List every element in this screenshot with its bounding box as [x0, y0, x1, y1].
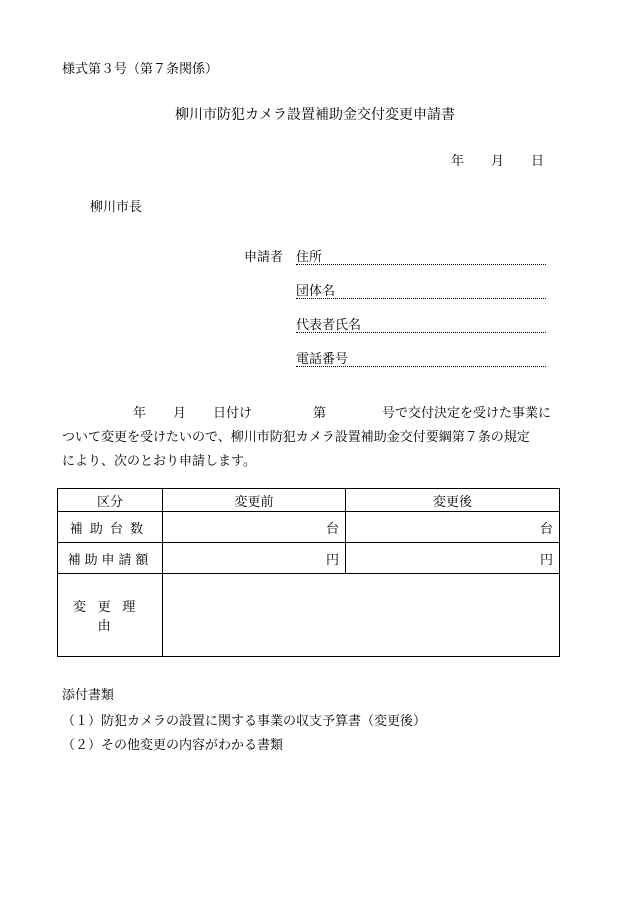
document-title: 柳川市防犯カメラ設置補助金交付変更申請書	[175, 107, 455, 123]
addressee: 柳川市長	[90, 200, 143, 215]
units-after-cell[interactable]: 台	[346, 512, 560, 543]
attachment-item: （１）防犯カメラの設置に関する事業の収支予算書（変更後）	[62, 714, 427, 729]
body-line2: ついて変更を受けたいので、柳川市防犯カメラ設置補助金交付要綱第７条の規定	[62, 430, 530, 445]
body-line1-rest: 号で交付決定を受けた事業に	[382, 406, 552, 421]
representative-name-field[interactable]	[296, 314, 546, 333]
units-before-cell[interactable]: 台	[163, 512, 346, 543]
reason-cell[interactable]	[163, 574, 560, 657]
address-field-label: 住所	[296, 250, 323, 265]
address-field[interactable]	[296, 246, 546, 265]
date-year-label: 年	[451, 154, 465, 169]
phone-number-field[interactable]	[296, 348, 546, 367]
applicant-label: 申請者	[244, 250, 284, 265]
header-category: 区分	[58, 489, 163, 512]
row-label-amount: 補助申請額	[58, 543, 163, 574]
header-before: 変更前	[163, 489, 346, 512]
attachments-title: 添付書類	[62, 688, 115, 703]
body-month-label: 月	[173, 406, 187, 421]
table-row	[58, 512, 560, 543]
change-table	[57, 488, 560, 657]
form-number: 様式第３号（第７条関係）	[62, 62, 219, 77]
amount-after-cell[interactable]: 円	[346, 543, 560, 574]
table-row	[58, 574, 560, 657]
representative-name-label: 代表者氏名	[296, 318, 362, 333]
body-day-ref: 日付け	[213, 406, 253, 421]
table-row	[58, 543, 560, 574]
table-header-row	[58, 489, 560, 512]
body-line3: により、次のとおり申請します。	[62, 454, 256, 469]
body-number-prefix: 第	[313, 406, 327, 421]
body-year-label: 年	[133, 406, 147, 421]
organization-name-field[interactable]	[296, 280, 546, 299]
phone-number-label: 電話番号	[296, 352, 349, 367]
header-after: 変更後	[346, 489, 560, 512]
date-day-label: 日	[531, 154, 545, 169]
row-label-reason: 変更理由	[58, 574, 163, 657]
amount-before-cell[interactable]: 円	[163, 543, 346, 574]
attachment-item: （２）その他変更の内容がわかる書類	[62, 738, 284, 753]
organization-name-label: 団体名	[296, 284, 336, 299]
date-month-label: 月	[491, 154, 505, 169]
row-label-units: 補助台数	[58, 512, 163, 543]
